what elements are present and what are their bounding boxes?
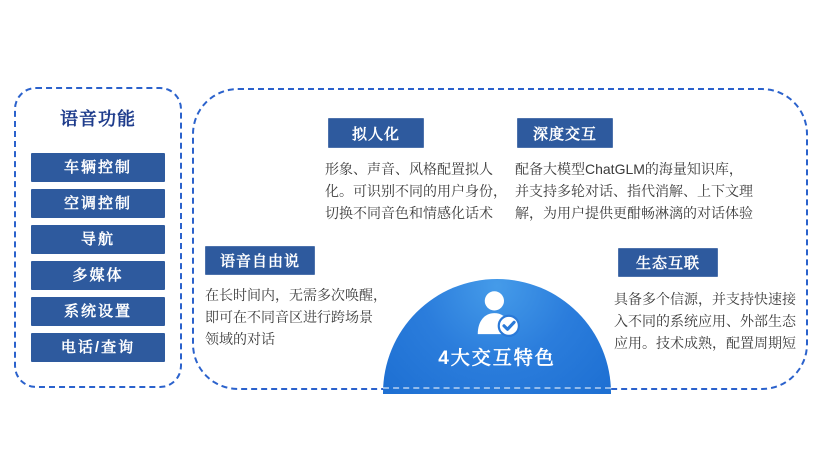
feature-desc-deep-interaction: 配备大模型ChatGLM的海量知识库， 并支持多轮对话、指代消解、上下文理 解，为用户提供更酣畅淋漓的对话体验	[515, 161, 753, 221]
sidebar-item-navigation: 导航	[31, 225, 165, 254]
sidebar-item-vehicle-control: 车辆控制	[31, 153, 165, 182]
dome-dashed-border-overlay	[383, 387, 611, 389]
sidebar-item-ac-control: 空调控制	[31, 189, 165, 218]
voice-functions-panel	[14, 87, 182, 388]
feature-desc-personification: 形象、声音、风格配置拟人 化。可识别不同的用户身份， 切换不同音色和情感化话术	[325, 161, 507, 221]
user-check-icon	[469, 289, 525, 339]
feature-title-deep-interaction: 深度交互	[517, 118, 613, 148]
sidebar-item-system-settings: 系统设置	[31, 297, 165, 326]
sidebar-item-multimedia: 多媒体	[31, 261, 165, 290]
feature-desc-ecosystem-interconnect: 具备多个信源，并支持快速接 入不同的系统应用、外部生态 应用。技术成熟，配置周期短	[614, 291, 796, 351]
voice-functions-list	[31, 153, 165, 362]
sidebar-item-phone-query: 电话/查询	[31, 333, 165, 362]
feature-title-free-speech: 语音自由说	[205, 246, 315, 275]
center-dome-label: 4大交互特色	[438, 348, 556, 369]
feature-title-ecosystem-interconnect: 生态互联	[618, 248, 718, 277]
feature-desc-free-speech: 在长时间内，无需多次唤醒， 即可在不同音区进行跨场景 领域的对话	[205, 287, 387, 347]
feature-title-personification: 拟人化	[328, 118, 424, 148]
voice-functions-title: 语音功能	[60, 109, 136, 129]
